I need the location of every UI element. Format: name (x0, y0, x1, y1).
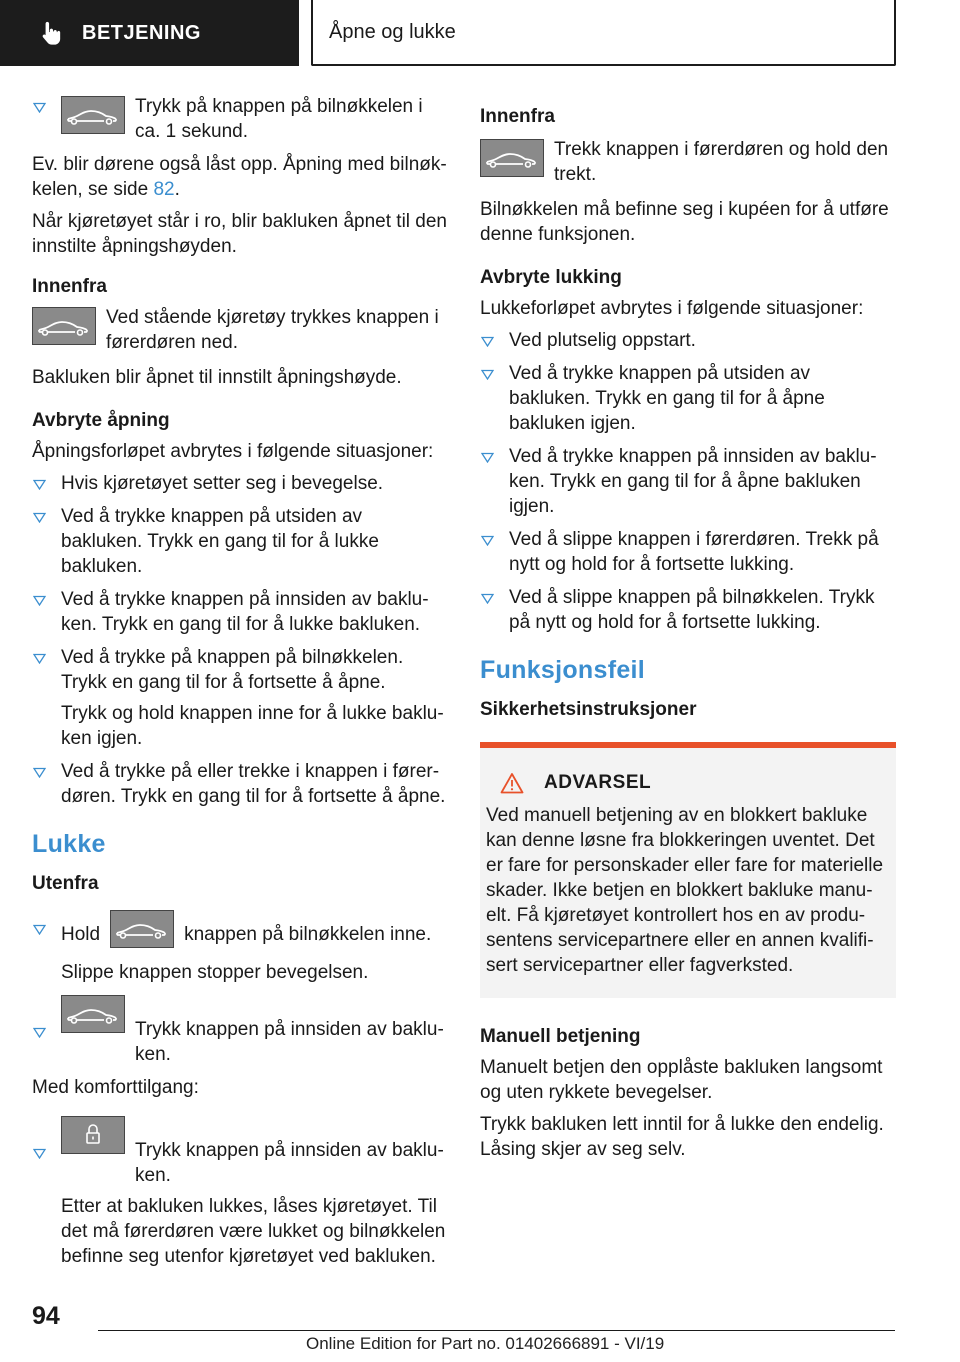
subheading-sikkerhet: Sikkerhetsinstruksjoner (480, 699, 697, 720)
warning-text: Ved manuell betjening av en blokkert bakluke kan denne løsne fra blokkeringen uventet. Det er fare for personskader eller fare for materielle skader. Ikke betjen en blokkert bakluke manuelt. Få kjøretøyet kontrollert hos en av produsentens servicepartnere eller en annen kvalifisert servicepartner eller fagverksted. (486, 805, 884, 976)
subheading-avbryte-lukking: Avbryte lukking (480, 267, 622, 288)
subheading-avbryte-apning: Avbryte åpning (32, 410, 170, 431)
tailgate-button-icon (61, 96, 125, 134)
cancel-close-list (480, 328, 896, 635)
paragraph: Åpningsforløpet avbrytes i følgende situasjoner: (32, 441, 434, 462)
footer-divider (98, 1330, 895, 1331)
lock-button-icon (61, 1116, 125, 1154)
list-item (32, 916, 448, 985)
list-item (480, 328, 896, 353)
list-item (32, 504, 448, 579)
page-number: 94 (32, 1302, 60, 1330)
subheading-utenfra: Utenfra (32, 873, 99, 894)
warning-title-text: ADVARSEL (544, 772, 652, 793)
paragraph-text: . (174, 179, 180, 200)
list-item (480, 527, 896, 577)
warning-title (500, 770, 888, 795)
triangle-bullet-icon (33, 595, 46, 606)
paragraph: Bakluken blir åpnet til innstilt åpningshøyde. (32, 367, 402, 388)
list-item-text: Ved å trykke på knappen på bilnøkkelen. Trykk en gang til for å fortsette å åpne. (61, 647, 404, 693)
key-open-paragraph (32, 152, 448, 202)
list-item-text: Ved å slippe knappen i førerdøren. Trekk på nytt og hold for å fortsette lukking. (509, 529, 879, 575)
paragraph: Bilnøkkelen må befinne seg i kupéen for å utføre denne funksjonen. (480, 199, 889, 245)
subheading-manuell: Manuell betjening (480, 1026, 641, 1047)
list-item (32, 645, 448, 751)
list-item-text: Ved å trykke knappen på innsiden av bakluken. Trykk en gang til for å lukke bakluken. (61, 589, 429, 635)
figure-text: Trekk knappen i førerdøren og hold den trekt. (554, 139, 889, 185)
chapter-box (311, 0, 896, 66)
right-column (480, 100, 896, 1169)
triangle-bullet-icon (481, 369, 494, 380)
list-item (32, 1001, 448, 1067)
paragraph: Lukkeforløpet avbrytes i følgende situasjoner: (480, 298, 864, 319)
triangle-bullet-icon (33, 479, 46, 490)
tailgate-button-icon (32, 307, 96, 345)
list-item-text: Trykk knappen på innsiden av bakluken. (135, 1140, 444, 1186)
paragraph: Manuelt betjen den opplåste bakluken langsomt og uten rykkete bevegelser. (480, 1057, 883, 1103)
list-item (480, 585, 896, 635)
heading-lukke: Lukke (32, 830, 106, 858)
list-item-text: Ved å trykke på eller trekke i knappen i førerdøren. Trykk en gang til for å fortsette å åpne. (61, 761, 446, 807)
list-item (480, 444, 896, 519)
triangle-bullet-icon (33, 924, 46, 935)
list-item (32, 1122, 448, 1269)
comfort-access-list (32, 1122, 448, 1269)
list-item (32, 759, 448, 809)
page-header (0, 0, 960, 66)
paragraph: Med komforttilgang: (32, 1077, 199, 1098)
list-item-text: Ved å trykke knappen på innsiden av bakluken. Trykk en gang til for å åpne bakluken igjen. (509, 446, 877, 517)
warning-box (480, 742, 896, 998)
triangle-bullet-icon (33, 1027, 46, 1038)
list-item-text: Hold (61, 924, 101, 946)
list-item-text: Etter at bakluken lukkes, låses kjøretøyet. Til det må førerdøren være lukket og bilnøkkelen befinne seg utenfor kjøretøyet ved bakluken. (61, 1196, 446, 1267)
triangle-bullet-icon (33, 1148, 46, 1159)
list-item-text: Ved å trykke knappen på utsiden av bakluken. Trykk en gang til for å lukke bakluken. (61, 506, 379, 577)
list-item (32, 471, 448, 496)
list-item (32, 94, 448, 144)
tailgate-button-icon (480, 139, 544, 177)
triangle-bullet-icon (481, 593, 494, 604)
triangle-bullet-icon (33, 767, 46, 778)
list-item-text: Slippe knappen stopper bevegelsen. (61, 962, 369, 983)
triangle-bullet-icon (33, 653, 46, 664)
paragraph: Trykk bakluken lett inntil for å lukke den endelig. Låsing skjer av seg selv. (480, 1114, 884, 1160)
list-item (480, 361, 896, 436)
list-item (32, 587, 448, 637)
triangle-bullet-icon (481, 452, 494, 463)
heading-funksjonsfeil: Funksjonsfeil (480, 656, 646, 684)
list-item-text: Ved å slippe knappen på bilnøkkelen. Trykk på nytt og hold for å fortsette lukking. (509, 587, 875, 633)
tailgate-button-icon (61, 995, 125, 1033)
triangle-bullet-icon (33, 102, 46, 113)
figure-text: Ved stående kjøretøy trykkes knappen i førerdøren ned. (106, 307, 439, 353)
close-outside-list (32, 916, 448, 1067)
triangle-bullet-icon (33, 512, 46, 523)
chapter-label: Åpne og lukke (329, 20, 456, 43)
left-column (32, 96, 448, 1277)
warning-triangle-icon (500, 772, 524, 794)
list-item-text: Trykk og hold knappen inne for å lukke bakluken igjen. (61, 703, 444, 749)
subheading-innenfra: Innenfra (480, 106, 555, 127)
section-label: BETJENING (82, 21, 201, 44)
list-item-text: Ved å trykke knappen på utsiden av bakluken. Trykk en gang til for å åpne bakluken igjen. (509, 363, 825, 434)
pointing-hand-icon (38, 19, 66, 47)
list-item-text: knappen på bilnøkkelen inne. (184, 924, 432, 946)
figure-row (480, 137, 896, 187)
triangle-bullet-icon (481, 535, 494, 546)
subheading-innenfra: Innenfra (32, 276, 107, 297)
footer-edition: Online Edition for Part no. 01402666891 - VI/19 (306, 1334, 665, 1353)
list-item-text: Hvis kjøretøyet setter seg i bevegelse. (61, 473, 384, 494)
paragraph: Når kjøretøyet står i ro, blir bakluken åpnet til den innstilte åpningshøyden. (32, 211, 448, 257)
page-link[interactable]: 82 (153, 179, 175, 200)
tailgate-button-icon (110, 910, 174, 948)
list-item-text: Trykk knappen på innsiden av bakluken. (135, 1019, 444, 1065)
paragraph-text: Ev. blir dørene også låst opp. Åpning med bilnøkkelen, se side (32, 154, 447, 200)
figure-row (32, 305, 448, 355)
triangle-bullet-icon (481, 336, 494, 347)
cancel-open-list (32, 471, 448, 809)
list-item-text: Ved plutselig oppstart. (509, 330, 696, 351)
open-key-list (32, 94, 448, 144)
section-tab (0, 0, 299, 66)
bullet-text: Trykk på knappen på bilnøkkelen i ca. 1 sekund. (135, 96, 423, 142)
